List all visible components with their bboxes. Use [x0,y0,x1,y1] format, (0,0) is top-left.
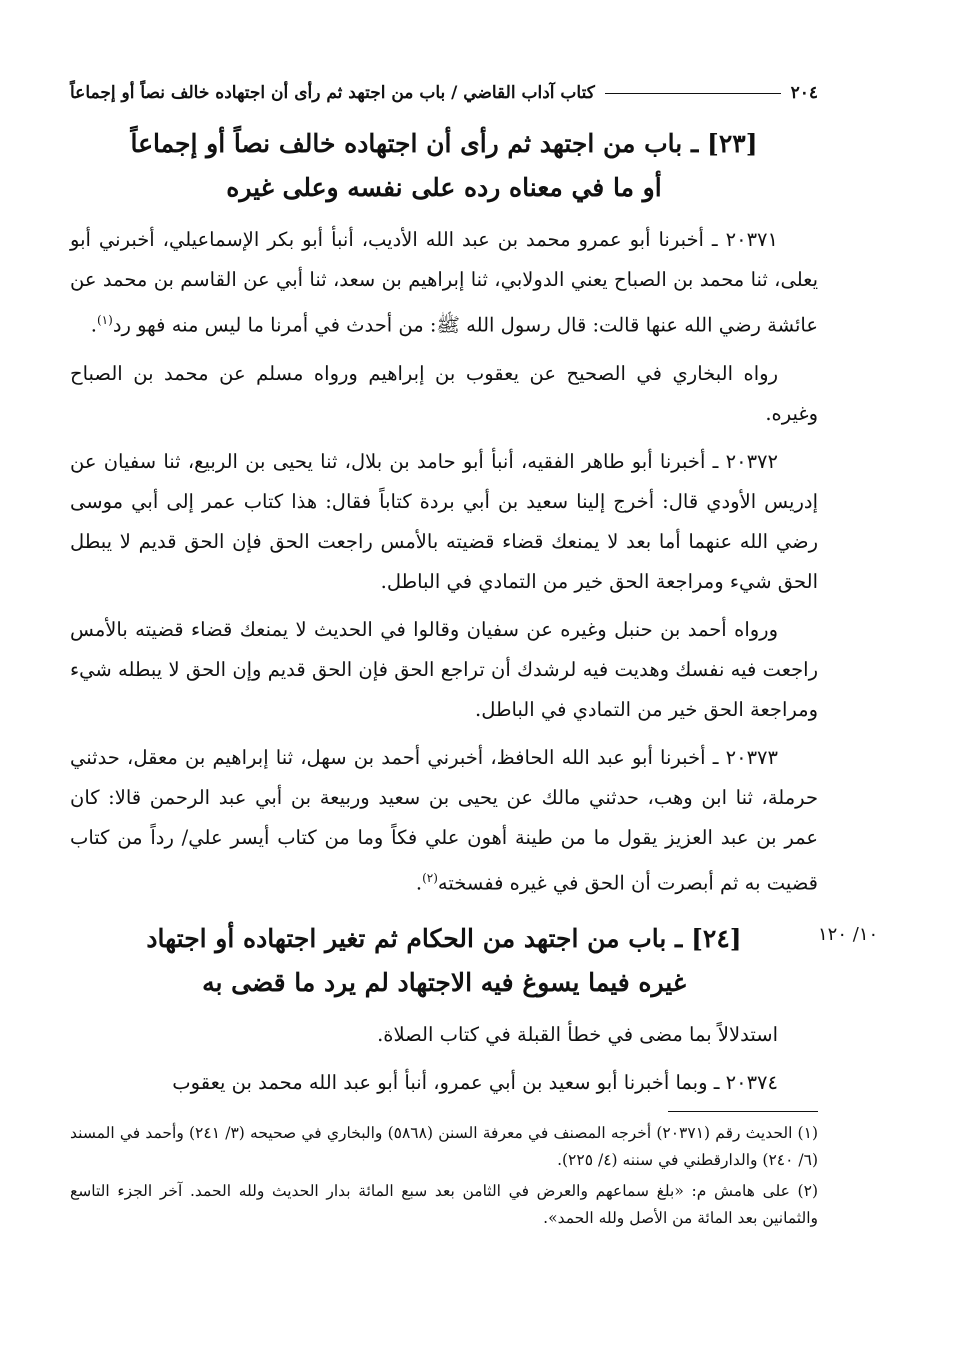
chapter-24-line-1: [٢٤] ـ باب من اجتهد من الحكام ثم تغير اجتهاده أو اجتهاد [146,924,742,953]
narration-note-20372: ورواه أحمد بن حنبل وغيره عن سفيان وقالوا في الحديث لا يمنعك قضاء قضيته بالأمس راجعت فيه نفسك وهديت فيه لرشدك أن تراجع الحق فإن الحق قديم وإن الحق لا يبطله شيء ومراجعة الحق خير من التمادي في الباطل. [70,617,818,721]
book-page [70,78,818,1236]
hadith-20371-text: ٢٠٣٧١ ـ أخبرنا أبو عمرو محمد بن عبد الله الأديب، أنبأ أبو بكر الإسماعيلي، أخبرني أبو يعلى، ثنا محمد بن الصباح يعني الدولابي، ثنا إبراهيم بن سعد، ثنا أبي عن القاسم بن محمد عن عائشة رضي الله عنها قالت: قال رسول الله ﷺ: من أحدث في أمرنا ما ليس منه فهو رد [70,228,818,337]
manuscript-margin-reference: ١٠/ ١٢٠ [818,924,879,945]
chapter-23-line-2: أو ما في معناه رده على نفسه وعلى غيره [226,173,662,202]
narration-note-20371: رواه البخاري في الصحيح عن يعقوب بن إبراهيم ورواه مسلم عن محمد بن الصباح وغيره. [70,361,818,425]
hadith-20374: ٢٠٣٧٤ ـ وبما أخبرنا أبو سعيد بن أبي عمرو، أنبأ أبو عبد الله محمد بن يعقوب [172,1071,778,1094]
footnote-1: (١) الحديث رقم (٢٠٣٧١) أخرجه المصنف في معرفة السنن (٥٨٦٨) والبخاري في صحيحه (٣/ ٢٤١) وأحمد في المسند (٦/ ٢٤٠) والدارقطني في سننه (٤/ ٢٢٥). [70,1124,818,1169]
footnote-marker-1[interactable]: (١) [96,313,113,327]
running-header [70,78,818,108]
header-rule [605,93,781,94]
chapter-24-line-2: غيره فيما يسوغ فيه الاجتهاد لم يرد ما قضى به [202,968,686,997]
footnote-divider [668,1111,818,1112]
chapter-24-heading [70,917,818,1005]
hadith-20372: ٢٠٣٧٢ ـ أخبرنا أبو طاهر الفقيه، أنبأ أبو حامد بن بلال، ثنا يحيى بن الربيع، ثنا سفيان عن إدريس الأودي قال: أخرج إلينا سعيد بن أبي بردة كتاباً فقال: هذا كتاب عمر إلى أبي موسى رضي الله عنهما أما بعد لا يمنعك قضاء قضيته بالأمس راجعت الحق فإن الحق قديم لا يبطل الحق شيء ومراجعة الحق خير من التمادي في الباطل. [70,449,818,593]
page-number: ٢٠٤ [790,83,818,103]
footnote-marker-2[interactable]: (٢) [422,870,438,885]
footnote-2: (٢) على هامش م: «بلغ سماعهم والعرض في الثامن بعد سبع المائة بدار الحديث ولله الحمد. آخر الجزء التاسع والثمانين بعد المائة من الأصل ولله الحمد». [70,1182,818,1227]
chapter-24-intro: استدلالاً بما مضى في خطأ القبلة في كتاب الصلاة. [377,1023,778,1046]
chapter-23-heading [70,122,818,210]
hadith-20373: ٢٠٣٧٣ ـ أخبرنا أبو عبد الله الحافظ، أخبرني أحمد بن سهل، ثنا إبراهيم بن معقل، حدثني حرملة، ثنا ابن وهب، حدثني مالك عن يحيى بن سعيد وربيعة بن أبي عبد الرحمن قالا: كان عمر بن عبد العزيز يقول ما من طينة أهون علي فكاً وما من كتاب أيسر علي/ رداً من كتاب قضيت به ثم أبصرت أن الحق في غيره ففسخته$^{(٢)}$. [70,745,818,894]
running-title: كتاب آداب القاضي / باب من اجتهد ثم رأى أن اجتهاده خالف نصاً أو إجماعاً [70,83,595,103]
hadith-20371: ٢٠٣٧١ ـ أخبرنا أبو عمرو محمد بن عبد الله الأديب، أنبأ أبو بكر الإسماعيلي، أخبرني أبو يعلى، ثنا محمد بن الصباح يعني الدولابي، ثنا إبراهيم بن سعد، ثنا أبي عن القاسم بن محمد عن عائشة رضي الله عنها قالت: قال رسول الله ﷺ: من أحدث في أمرنا ما ليس منه فهو رد$^{(١)}$. [70,228,818,337]
chapter-23-line-1: [٢٣] ـ باب من اجتهد ثم رأى أن اجتهاده خالف نصاً أو إجماعاً [130,129,758,158]
